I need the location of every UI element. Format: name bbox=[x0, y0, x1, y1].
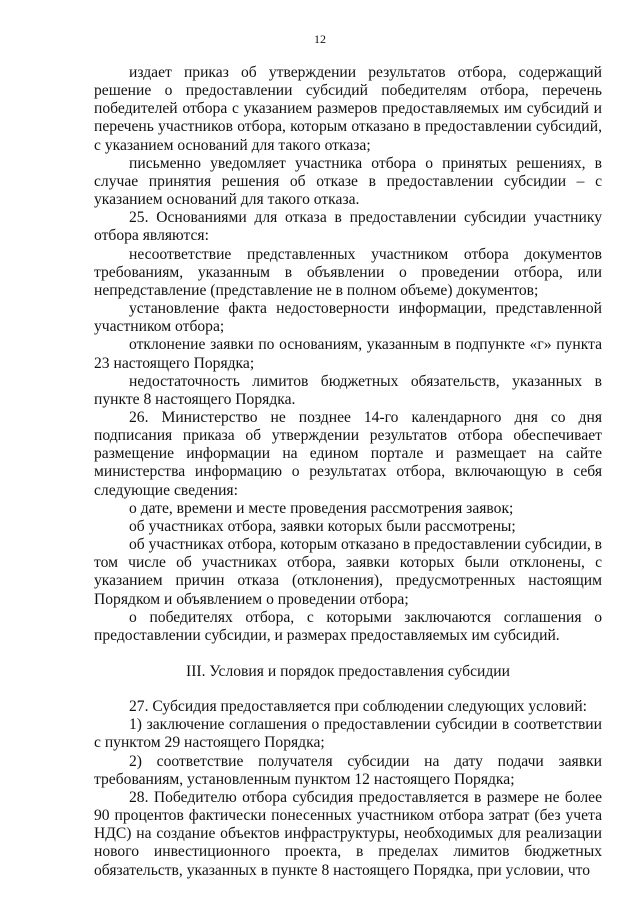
paragraph: отклонение заявки по основаниям, указанным в подпункте «г» пункта 23 настоящего Порядка; bbox=[94, 336, 602, 372]
page-number: 12 bbox=[314, 32, 326, 46]
section-heading: III. Условия и порядок предоставления субсидии bbox=[186, 663, 510, 680]
paragraph: об участниках отбора, заявки которых были рассмотрены; bbox=[129, 517, 516, 535]
paragraph: об участниках отбора, которым отказано в предоставлении субсидии, в том числе об участниках отбора, заявки которых были отклонены, с указанием причин отказа (отклонения), предусмотренных настоящим Порядком и объявлением о проведении отбора; bbox=[94, 536, 603, 608]
paragraph: недостаточность лимитов бюджетных обязательств, указанных в пункте 8 настоящего Порядка. bbox=[94, 372, 602, 408]
paragraph: о дате, времени и месте проведения рассмотрения заявок; bbox=[129, 499, 514, 517]
paragraph: 1) заключение соглашения о предоставлении субсидии в соответствии с пунктом 29 настоящего Порядка; bbox=[94, 716, 602, 752]
paragraph: 28. Победителю отбора субсидия предоставляется в размере не более 90 процентов фактически понесенных участником отбора затрат (без учета НДС) на создание объектов инфраструктуры, необходимых для реализации нового инвестиционного проекта, в пределах лимитов бюджетных обязательств, указанных в пункте 8 настоящего Порядка, при условии, что bbox=[94, 788, 602, 879]
paragraph: 27. Субсидия предоставляется при соблюдении следующих условий: bbox=[129, 698, 588, 716]
paragraph: 2) соответствие получателя субсидии на дату подачи заявки требованиям, установленным пунктом 12 настоящего Порядка; bbox=[94, 752, 602, 788]
paragraph: 26. Министерство не позднее 14-го календарного дня со дня подписания приказа об утверждении результатов отбора обеспечивает размещение информации на едином портале и размещает на сайте министерства информацию о результатах отбора, включающую в себя следующие сведения: bbox=[94, 408, 602, 499]
document-body bbox=[94, 64, 602, 880]
paragraph: несоответствие представленных участником отбора документов требованиям, указанным в объявлении о проведении отбора, или непредставление (представление не в полном объеме) документов; bbox=[94, 245, 602, 299]
paragraph: установление факта недостоверности информации, представленной участником отбора; bbox=[94, 300, 602, 336]
paragraph: о победителях отбора, с которыми заключаются соглашения о предоставлении субсидии, и размерах предоставляемых им субсидий. bbox=[94, 608, 602, 644]
paragraph: письменно уведомляет участника отбора о принятых решениях, в случае принятия решения об отказе в предоставлении субсидии – с указанием оснований для такого отказа. bbox=[94, 154, 602, 209]
paragraph: издает приказ об утверждении результатов отбора, содержащий решение о предоставлении субсидий победителям отбора, перечень победителей отбора с указанием размеров предоставляемых им субсидий и перечень участников отбора, которым отказано в предоставлении субсидий, с указанием оснований для такого отказа; bbox=[94, 64, 602, 154]
paragraph: 25. Основаниями для отказа в предоставлении субсидии участнику отбора являются: bbox=[94, 209, 602, 245]
